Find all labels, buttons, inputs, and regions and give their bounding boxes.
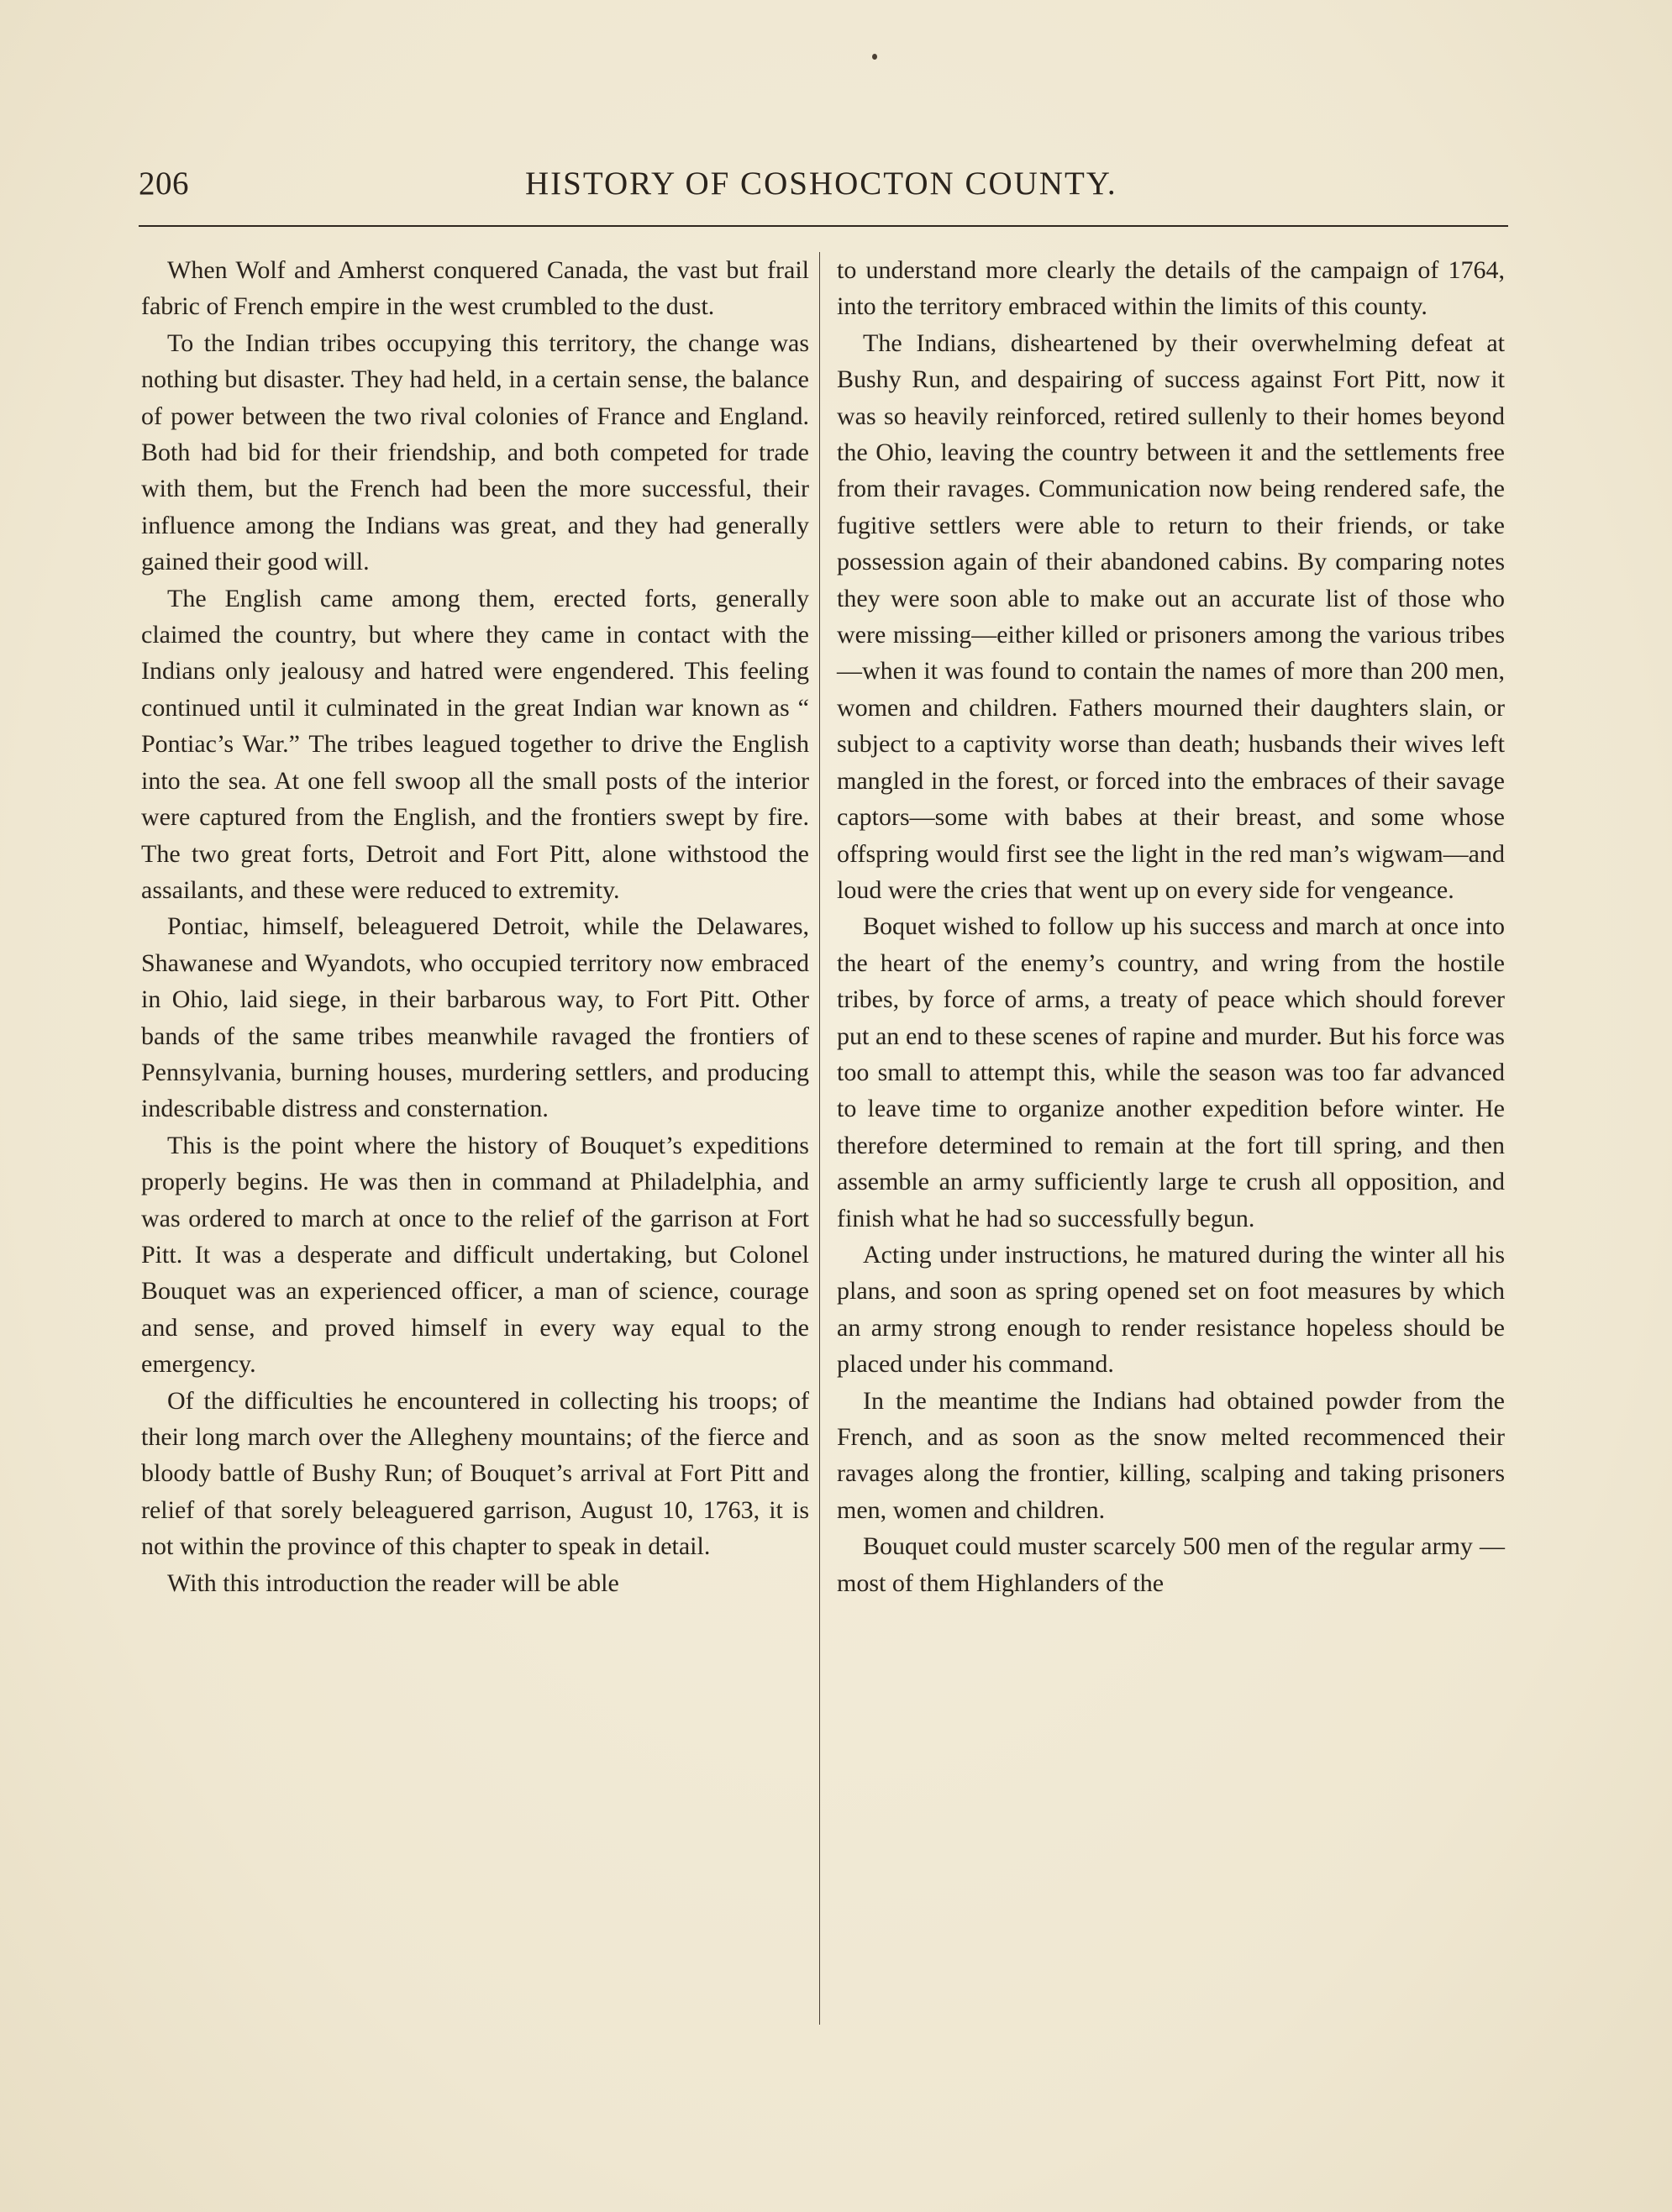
- paragraph: Pontiac, himself, beleaguered Detroit, while the Delawares, Shawanese and Wyandots, who occupied territory now embraced in Ohio, laid siege, in their barbarous way, to Fort Pitt. Other bands of the same tribes meanwhile ravaged the frontiers of Pennsylvania, burning houses, murdering settlers, and producing indescribable distress and consternation.: [141, 912, 809, 1123]
- paragraph: In the meantime the Indians had obtained powder from the French, and as soon as the snow melted recommenced their ravages along the frontier, killing, scalping and taking prisoners men, women and children.: [837, 1386, 1505, 1524]
- paragraph: Bouquet could muster scarcely 500 men of the regular army — most of them Highlanders of the: [837, 1532, 1505, 1597]
- paragraph: Acting under instructions, he matured during the winter all his plans, and soon as spring opened set on foot measures by which an army strong enough to render resistance hopeless should be placed under his command.: [837, 1240, 1505, 1379]
- header-rule: [139, 225, 1508, 227]
- paragraph: With this introduction the reader will be able: [167, 1568, 619, 1597]
- column-divider: [819, 252, 820, 2025]
- running-title: HISTORY OF COSHOCTON COUNTY.: [525, 166, 1117, 202]
- continued-paragraph: to understand more clearly the details of the campaign of 1764, into the territory embraced within the limits of this county.: [837, 256, 1505, 321]
- right-column: [837, 252, 1505, 1601]
- left-column: [141, 252, 809, 1601]
- paragraph: To the Indian tribes occupying this territory, the change was nothing but disaster. They had held, in a certain sense, the balance of power between the two rival colonies of France and England. Both had bid for their friendship, and both competed for trade with them, but the French had been the more successful, their influence among the Indians was great, and they had generally gained their good will.: [141, 328, 809, 576]
- paragraph: Of the difficulties he encountered in collecting his troops; of their long march over the Allegheny mountains; of the fierce and bloody battle of Bushy Run; of Bouquet’s arrival at Fort Pitt and relief of that sorely beleaguered garrison, August 10, 1763, it is not within the province of this chapter to speak in detail.: [141, 1386, 809, 1561]
- paragraph: The English came among them, erected forts, generally claimed the country, but where they came in contact with the Indians only jealousy and hatred were engendered. This feeling continued until it culminated in the great Indian war known as “ Pontiac’s War.” The tribes leagued together to drive the English into the sea. At one fell swoop all the small posts of the interior were captured from the English, and the frontiers swept by fire. The two great forts, Detroit and Fort Pitt, alone withstood the assailants, and these were reduced to extremity.: [141, 584, 809, 904]
- paragraph: Boquet wished to follow up his success and march at once into the heart of the enemy’s country, and wring from the hostile tribes, by force of arms, a treaty of peace which should forever put an end to these scenes of rapine and murder. But his force was too small to attempt this, while the season was too far advanced to leave time to organize another expedition before winter. He therefore determined to remain at the fort till spring, and then assemble an army sufficiently large te crush all opposition, and finish what he had so successfully begun.: [837, 912, 1505, 1232]
- paragraph: The Indians, disheartened by their overwhelming defeat at Bushy Run, and despairing of success against Fort Pitt, now it was so heavily reinforced, retired sullenly to their homes beyond the Ohio, leaving the country between it and the settlements free from their ravages. Communication now being rendered safe, the fugitive settlers were able to return to their friends, or take possession again of their abandoned cabins. By comparing notes they were soon able to make out an accurate list of those who were missing—either killed or prisoners among the various tribes—when it was found to contain the names of more than 200 men, women and children. Fathers mourned their daughters slain, or subject to a captivity worse than death; husbands their wives left mangled in the forest, or forced into the embraces of their savage captors—some with babes at their breast, and some whose offspring would first see the light in the red man’s wigwam—and loud were the cries that went up on every side for vengeance.: [837, 328, 1505, 904]
- paragraph: When Wolf and Amherst conquered Canada, the vast but frail fabric of French empire in the west crumbled to the dust.: [141, 256, 809, 321]
- page-header: [139, 165, 1508, 212]
- ink-speck: [872, 54, 877, 60]
- page-number: 206: [139, 166, 189, 202]
- paragraph: This is the point where the history of Bouquet’s expeditions properly begins. He was then in command at Philadelphia, and was ordered to march at once to the relief of the garrison at Fort Pitt. It was a desperate and difficult undertaking, but Colonel Bouquet was an experienced officer, a man of science, courage and sense, and proved himself in every way equal to the emergency.: [141, 1131, 809, 1379]
